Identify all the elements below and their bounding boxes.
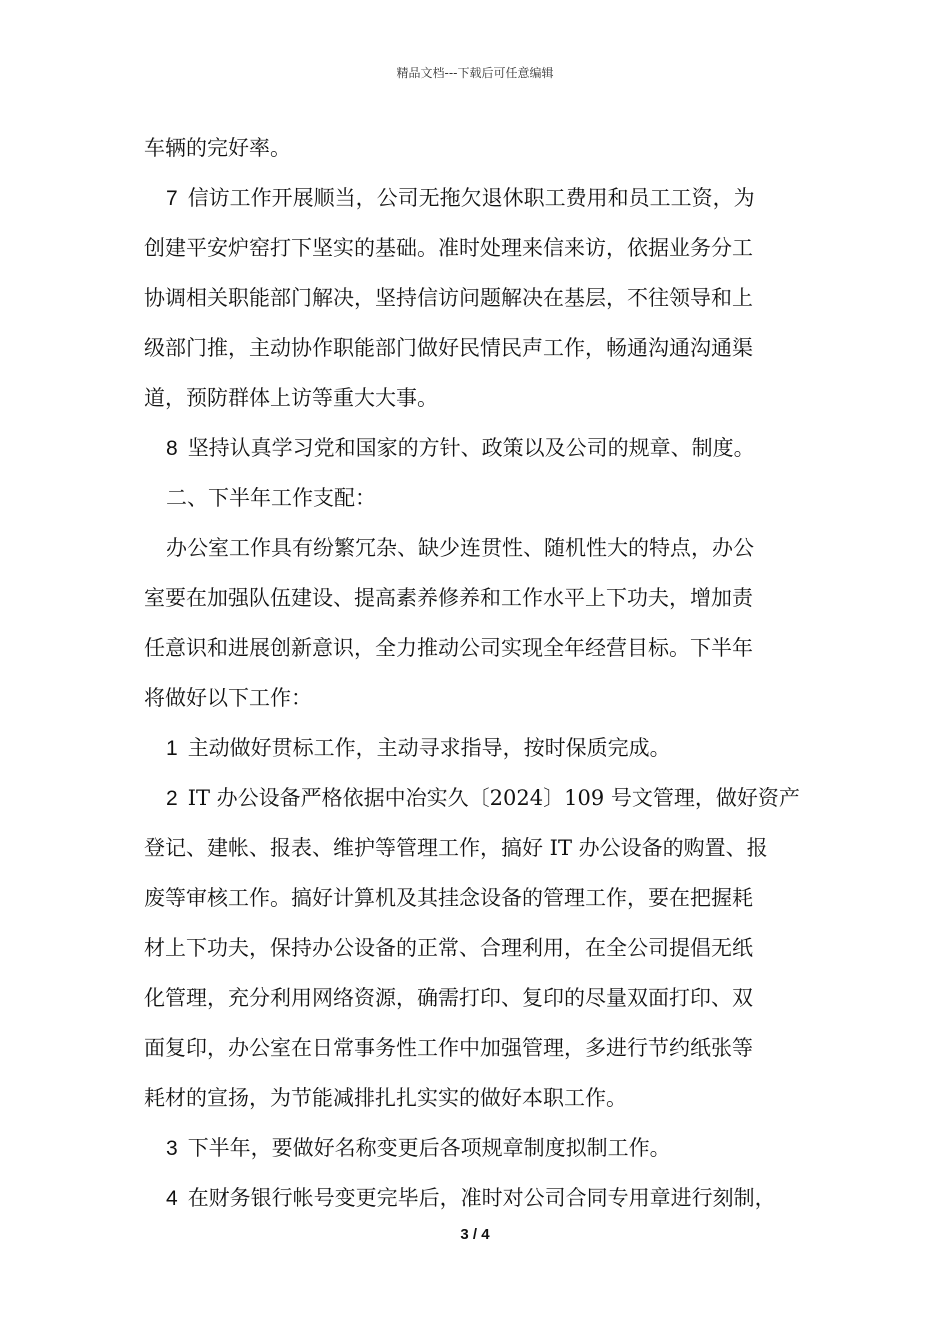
paragraph-line: 车辆的完好率。 (144, 136, 291, 160)
paragraph-line: 废等审核工作。搞好计算机及其挂念设备的管理工作，要在把握耗 (144, 886, 753, 910)
list-item-2 (144, 773, 814, 823)
list-number: 3 (166, 1137, 178, 1160)
paragraph-line: 坚持认真学习党和国家的方针、政策以及公司的规章、制度。 (187, 436, 755, 460)
page-header: 精品文档---下载后可任意编辑 (396, 66, 554, 80)
paragraph-line: IT 办公设备严格依据中冶实久〔2024〕109 号文管理，做好资产 (187, 786, 800, 810)
list-item-3 (144, 1123, 814, 1173)
document-body (144, 123, 814, 1223)
paragraph-line: 下半年，要做好名称变更后各项规章制度拟制工作。 (187, 1136, 671, 1160)
list-item-4 (144, 1173, 814, 1223)
paragraph-line: 室要在加强队伍建设、提高素养修养和工作水平上下功夫，增加责 (144, 586, 753, 610)
paragraph-line: 协调相关职能部门解决，坚持信访问题解决在基层，不往领导和上 (144, 286, 753, 310)
paragraph-line: 面复印，办公室在日常事务性工作中加强管理，多进行节约纸张等 (144, 1036, 753, 1060)
paragraph-line: 创建平安炉窑打下坚实的基础。准时处理来信来访，依据业务分工 (144, 236, 753, 260)
list-number: 1 (166, 737, 178, 760)
list-number: 7 (166, 187, 178, 210)
list-item-1 (144, 723, 814, 773)
list-number: 8 (166, 437, 178, 460)
list-item-7 (144, 173, 814, 223)
paragraph-line: 将做好以下工作： (144, 686, 312, 710)
section-heading: 二、下半年工作支配： (166, 486, 376, 510)
list-number: 2 (166, 787, 178, 810)
paragraph-line: 主动做好贯标工作，主动寻求指导，按时保质完成。 (187, 736, 671, 760)
paragraph-line: 道，预防群体上访等重大大事。 (144, 386, 438, 410)
paragraph-line: 化管理，充分利用网络资源，确需打印、复印的尽量双面打印、双 (144, 986, 753, 1010)
paragraph-line: 耗材的宣扬，为节能减排扎扎实实的做好本职工作。 (144, 1086, 627, 1110)
paragraph-line: 登记、建帐、报表、维护等管理工作，搞好 IT 办公设备的购置、报 (144, 836, 768, 860)
paragraph-line: 材上下功夫，保持办公设备的正常、合理利用，在全公司提倡无纸 (144, 936, 753, 960)
paragraph-line: 任意识和进展创新意识，全力推动公司实现全年经营目标。下半年 (144, 636, 753, 660)
page-number: 3 / 4 (460, 1226, 490, 1243)
list-number: 4 (166, 1187, 178, 1210)
list-item-8 (144, 423, 814, 473)
paragraph-line: 级部门推，主动协作职能部门做好民情民声工作，畅通沟通沟通渠 (144, 336, 753, 360)
paragraph-line: 办公室工作具有纷繁冗杂、缺少连贯性、随机性大的特点，办公 (166, 536, 754, 560)
paragraph-line: 在财务银行帐号变更完毕后，准时对公司合同专用章进行刻制， (187, 1186, 776, 1210)
paragraph-line: 信访工作开展顺当，公司无拖欠退休职工费用和员工工资，为 (187, 186, 755, 210)
